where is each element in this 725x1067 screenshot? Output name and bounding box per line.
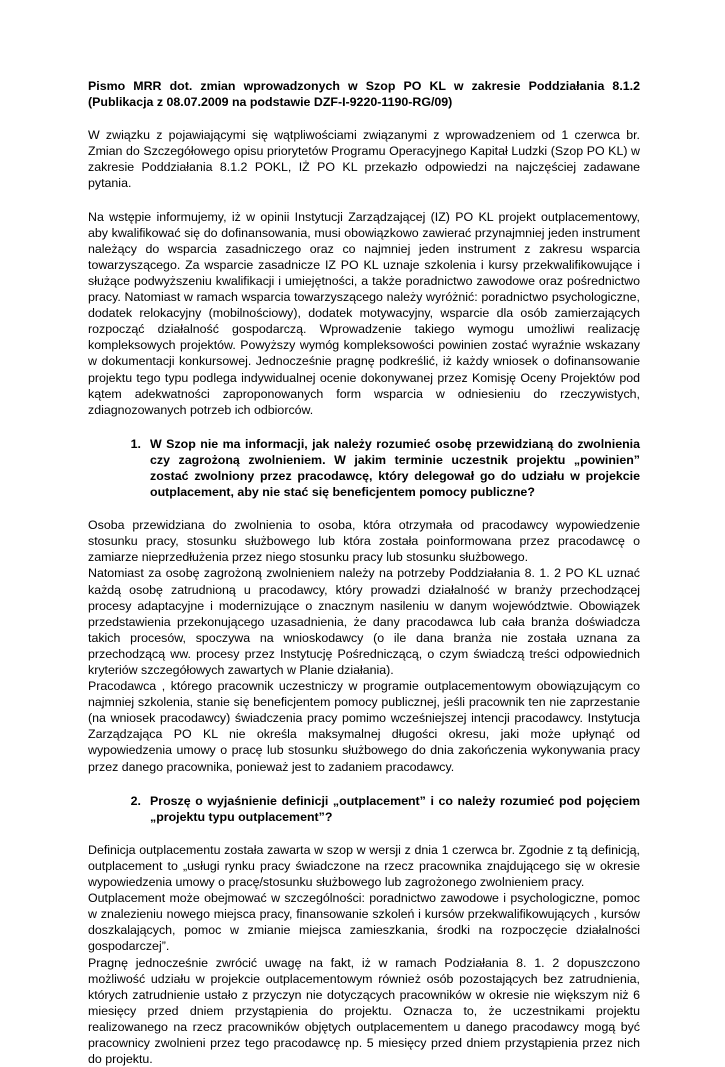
question-2	[88, 793, 640, 825]
question-2-number: 2.	[88, 793, 150, 825]
intro-paragraph: W związku z pojawiającymi się wątpliwościami związanymi z wprowadzeniem od 1 czerwca br. Zmian do Szczegółowego opisu priorytetów Programu Operacyjnego Kapitał Ludzki (Szop PO KL) w zakresie Poddziałania 8.1.2 POKL, IŻ PO KL przekazło odpowiedzi na najczęściej zadawane pytania.	[88, 127, 640, 191]
question-1-number: 1.	[88, 436, 150, 500]
answer-1-paragraph-1: Osoba przewidziana do zwolnienia to osoba, która otrzymała od pracodawcy wypowiedzenie stosunku pracy, stosunku służbowego lub która została poinformowana przez pracodawcę o zamiarze nieprzedłużenia przez niego stosunku pracy lub stosunku służbowego.	[88, 517, 640, 565]
question-2-text: Proszę o wyjaśnienie definicji „outplacement” i co należy rozumieć pod pojęciem „projektu typu outplacement”?	[150, 793, 640, 825]
document-title: Pismo MRR dot. zmian wprowadzonych w Szop PO KL w zakresie Poddziałania 8.1.2 (Publikacja z 08.07.2009 na podstawie DZF-I-9220-1190-RG/09)	[88, 78, 640, 110]
answer-1-paragraph-3: Pracodawca , którego pracownik uczestniczy w programie outplacementowym obowiązującym co najmniej szkolenia, stanie się beneficjentem pomocy publicznej, jeśli pracownik ten nie zaprzestanie (na wniosek pracodawcy) świadczenia pracy pomimo wcześniejszej intencji pracodawcy. Instytucja Zarządzająca PO KL nie określa maksymalnej długości okresu, jaki może upłynąć od wypowiedzenia umowy o pracę lub stosunku służbowego do dnia zakończenia wykonywania pracy przez danego pracownika, ponieważ jest to zadaniem pracodawcy.	[88, 678, 640, 775]
info-paragraph: Na wstępie informujemy, iż w opinii Instytucji Zarządzającej (IZ) PO KL projekt outplacementowy, aby kwalifikować się do dofinansowania, musi obowiązkowo zawierać przynajmniej jeden instrument należący do wsparcia zasadniczego oraz co najmniej jeden instrument z zakresu wsparcia towarzyszącego. Za wsparcie zasadnicze IZ PO KL uznaje szkolenia i kursy przekwalifikowujące i służące podwyższeniu kwalifikacji i umiejętności, a także poradnictwo zawodowe oraz pośrednictwo pracy. Natomiast w ramach wsparcia towarzyszącego należy wyróżnić: poradnictwo psychologiczne, dodatek relokacyjny (mobilnościowy), dodatek motywacyjny, wsparcie dla osób zamierzających rozpocząć działalność gospodarczą. Wprowadzenie takiego wymogu umożliwi realizację kompleksowych projektów. Powyższy wymóg kompleksowości powinien zostać wyraźnie wskazany w dokumentacji konkursowej. Jednocześnie pragnę podkreślić, iż każdy wniosek o dofinansowanie projektu tego typu podlega indywidualnej ocenie dokonywanej przez Komisję Oceny Projektów pod kątem adekwatności zaproponowanych form wsparcia w odniesieniu do rzeczywistych, zdiagnozowanych potrzeb ich odbiorców.	[88, 209, 640, 418]
answer-2-paragraph-3: Pragnę jednocześnie zwrócić uwagę na fakt, iż w ramach Podziałania 8. 1. 2 dopuszczono możliwość udziału w projekcie outplacementowym również osób pozostających bez zatrudnienia, których zatrudnienie ustało z przyczyn nie dotyczących pracowników w okresie nie większym niż 6 miesięcy przed dniem przystąpienia do projektu. Oznacza to, że uczestnikami projektu realizowanego na rzecz pracowników objętych outplacementem u danego pracodawcy mogą być pracownicy zwolnieni przez tego pracodawcę np. 5 miesięcy przed dniem przystąpienia przez nich do projektu.	[88, 955, 640, 1067]
answer-1-paragraph-2: Natomiast za osobę zagrożoną zwolnieniem należy na potrzeby Poddziałania 8. 1. 2 PO KL uznać każdą osobę zatrudnioną u pracodawcy, który prowadzi działalność w branży przechodzącej procesy adaptacyjne i modernizujące o znacznym nasileniu w danym województwie. Obowiązek przedstawienia przekonującego uzasadnienia, że dany pracodawca lub cała branża doświadcza takich procesów, spoczywa na wnioskodawcy (o ile dana branża nie została uznana za przechodzącą ww. procesy przez Instytucję Pośredniczącą, o czym świadczą treści odpowiednich kryteriów szczegółowych zawartych w Planie działania).	[88, 565, 640, 678]
question-1-text: W Szop nie ma informacji, jak należy rozumieć osobę przewidzianą do zwolnienia czy zagrożoną zwolnieniem. W jakim terminie uczestnik projektu „powinien” zostać zwolniony przez pracodawcę, który delegował go do udziału w projekcie outplacement, aby nie stać się beneficjentem pomocy publiczne?	[150, 436, 640, 500]
answer-2-paragraph-2: Outplacement może obejmować w szczególności: poradnictwo zawodowe i psychologiczne, pomoc w znalezieniu nowego miejsca pracy, finansowanie szkoleń i kursów przekwalifikowujących , kursów doszkalających, pomoc w zmianie miejsca zamieszkania, środki na rozpoczęcie działalności gospodarczej”.	[88, 890, 640, 954]
answer-2-paragraph-1: Definicja outplacementu została zawarta w szop w wersji z dnia 1 czerwca br. Zgodnie z tą definicją, outplacement to „usługi rynku pracy świadczone na rzecz pracownika znajdującego się w okresie wypowiedzenia umowy o pracę/stosunku służbowego lub zagrożonego zwolnieniem pracy.	[88, 842, 640, 890]
question-1	[88, 436, 640, 500]
document-page	[88, 78, 640, 1067]
